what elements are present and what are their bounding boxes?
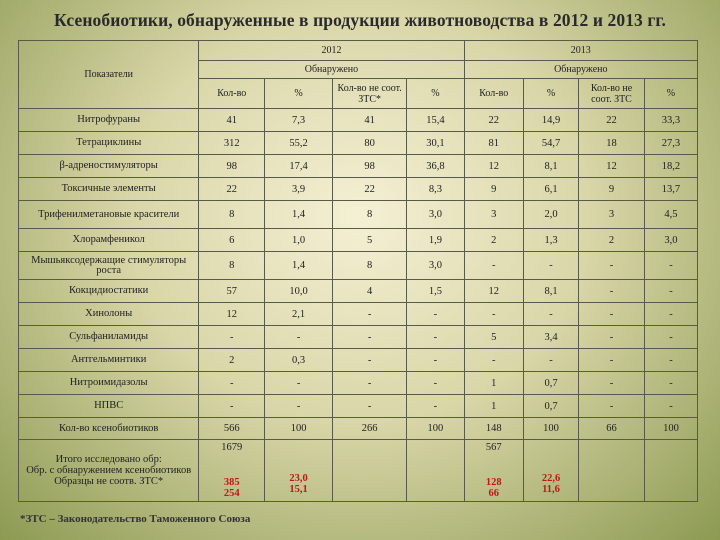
cell: 9 xyxy=(464,178,523,201)
cell: 100 xyxy=(265,418,333,440)
cell: - xyxy=(644,303,697,326)
footnote: *ЗТС – Законодательство Таможенного Союза xyxy=(20,513,251,525)
col-nonconf-2012: Кол-во не соот. ЗТС* xyxy=(333,79,407,109)
cell: 14,9 xyxy=(523,109,578,132)
cell: 3,0 xyxy=(644,229,697,252)
cell: 1,0 xyxy=(265,229,333,252)
cell: - xyxy=(579,326,645,349)
cell: 3,9 xyxy=(265,178,333,201)
row-label: НПВС xyxy=(19,395,199,418)
nonconf-2013: 66 xyxy=(488,488,500,499)
cell: 80 xyxy=(333,132,407,155)
cell: 4,5 xyxy=(644,201,697,229)
totals-label xyxy=(19,440,199,502)
cell: 3,4 xyxy=(523,326,578,349)
table-row-totals xyxy=(19,440,698,502)
table-row xyxy=(19,395,698,418)
col-pct-2012: % xyxy=(265,79,333,109)
cell: - xyxy=(464,303,523,326)
cell: - xyxy=(407,349,464,372)
row-label: Трифенилметановые красители xyxy=(19,201,199,229)
found-2013: 128 xyxy=(485,477,502,488)
totals-empty xyxy=(644,440,697,502)
cell: 1,4 xyxy=(265,201,333,229)
cell: - xyxy=(199,326,265,349)
cell: - xyxy=(644,326,697,349)
cell: 98 xyxy=(199,155,265,178)
totals-2013-count xyxy=(464,440,523,502)
cell: 1 xyxy=(464,395,523,418)
cell: 30,1 xyxy=(407,132,464,155)
cell: 0,3 xyxy=(265,349,333,372)
cell: 3,0 xyxy=(407,201,464,229)
cell: 22 xyxy=(464,109,523,132)
cell: 2 xyxy=(579,229,645,252)
cell: - xyxy=(333,372,407,395)
cell: 54,7 xyxy=(523,132,578,155)
cell: - xyxy=(464,349,523,372)
cell: - xyxy=(644,395,697,418)
cell: 1 xyxy=(464,372,523,395)
cell: 100 xyxy=(644,418,697,440)
header-indicator: Показатели xyxy=(19,41,199,109)
col-count-2013: Кол-во xyxy=(464,79,523,109)
cell: - xyxy=(579,395,645,418)
cell: 66 xyxy=(579,418,645,440)
row-label: Антгельминтики xyxy=(19,349,199,372)
table-row xyxy=(19,252,698,280)
totals-empty xyxy=(407,440,464,502)
cell: 6,1 xyxy=(523,178,578,201)
cell: 10,0 xyxy=(265,280,333,303)
cell: 17,4 xyxy=(265,155,333,178)
nonconf-2012: 254 xyxy=(223,488,240,499)
table-row xyxy=(19,280,698,303)
xenobiotics-table xyxy=(18,40,698,502)
cell: 12 xyxy=(464,155,523,178)
cell: 6 xyxy=(199,229,265,252)
found-pct-2013: 22,6 xyxy=(541,473,561,484)
cell: 33,3 xyxy=(644,109,697,132)
row-label: Тетрациклины xyxy=(19,132,199,155)
cell: - xyxy=(333,326,407,349)
cell: 1,9 xyxy=(407,229,464,252)
total-2012: 1679 xyxy=(221,442,243,453)
cell: 1,5 xyxy=(407,280,464,303)
found-pct-2012: 23,0 xyxy=(289,473,308,484)
page-title: Ксенобиотики, обнаруженные в продукции животноводства в 2012 и 2013 гг. xyxy=(54,10,666,30)
cell: 266 xyxy=(333,418,407,440)
cell: - xyxy=(579,303,645,326)
col-nonconf-2013: Кол-во не соот. ЗТС xyxy=(579,79,645,109)
row-label: Мышьяксодержащие стимуляторы роста xyxy=(19,252,199,280)
cell: 12 xyxy=(464,280,523,303)
cell: - xyxy=(464,252,523,280)
cell: - xyxy=(265,372,333,395)
col-count-2012: Кол-во xyxy=(199,79,265,109)
cell: 8,1 xyxy=(523,280,578,303)
table-row xyxy=(19,201,698,229)
table-row xyxy=(19,132,698,155)
nonconf-pct-2013: 11,6 xyxy=(542,484,560,495)
cell: 36,8 xyxy=(407,155,464,178)
cell: 5 xyxy=(333,229,407,252)
header-year-2013: 2013 xyxy=(464,41,697,61)
row-label: Токсичные элементы xyxy=(19,178,199,201)
nonconf-pct-2012: 15,1 xyxy=(289,484,308,495)
row-label: Кокцидиостатики xyxy=(19,280,199,303)
cell: 566 xyxy=(199,418,265,440)
cell: 3 xyxy=(579,201,645,229)
cell: - xyxy=(523,349,578,372)
cell: - xyxy=(333,349,407,372)
row-label: β-адреностимуляторы xyxy=(19,155,199,178)
row-label: Сульфаниламиды xyxy=(19,326,199,349)
cell: 8 xyxy=(199,252,265,280)
cell: 3,0 xyxy=(407,252,464,280)
cell: 98 xyxy=(333,155,407,178)
cell: 3 xyxy=(464,201,523,229)
cell: 4 xyxy=(333,280,407,303)
cell: - xyxy=(644,280,697,303)
cell: 8 xyxy=(199,201,265,229)
cell: - xyxy=(523,303,578,326)
cell: 18,2 xyxy=(644,155,697,178)
cell: - xyxy=(579,280,645,303)
row-label: Хинолоны xyxy=(19,303,199,326)
totals-2012-pct xyxy=(265,440,333,502)
found-2012: 385 xyxy=(223,477,240,488)
cell: 5 xyxy=(464,326,523,349)
cell: - xyxy=(644,372,697,395)
table-row xyxy=(19,326,698,349)
cell: 22 xyxy=(199,178,265,201)
cell: 22 xyxy=(579,109,645,132)
cell: - xyxy=(333,395,407,418)
cell: 12 xyxy=(579,155,645,178)
cell: - xyxy=(407,303,464,326)
cell: 81 xyxy=(464,132,523,155)
header-year-2012: 2012 xyxy=(199,41,464,61)
cell: 2,1 xyxy=(265,303,333,326)
cell: - xyxy=(199,372,265,395)
table-row xyxy=(19,229,698,252)
cell: - xyxy=(579,252,645,280)
cell: 8 xyxy=(333,252,407,280)
cell: 312 xyxy=(199,132,265,155)
cell: 2 xyxy=(464,229,523,252)
cell: - xyxy=(407,372,464,395)
table-row xyxy=(19,349,698,372)
totals-2013-pct xyxy=(523,440,578,502)
cell: 57 xyxy=(199,280,265,303)
cell: - xyxy=(644,252,697,280)
cell: 8 xyxy=(333,201,407,229)
cell: 0,7 xyxy=(523,372,578,395)
cell: 18 xyxy=(579,132,645,155)
table-row xyxy=(19,155,698,178)
cell: - xyxy=(579,349,645,372)
header-detected-2013: Обнаружено xyxy=(464,61,697,79)
cell: - xyxy=(199,395,265,418)
cell: 2 xyxy=(199,349,265,372)
cell: 0,7 xyxy=(523,395,578,418)
totals-line-2: Обр. с обнаружением ксенобиотиков xyxy=(26,465,192,476)
totals-2012-count xyxy=(199,440,265,502)
table-row xyxy=(19,372,698,395)
cell: 7,3 xyxy=(265,109,333,132)
cell: - xyxy=(579,372,645,395)
cell: 27,3 xyxy=(644,132,697,155)
table-row xyxy=(19,109,698,132)
cell: - xyxy=(407,326,464,349)
totals-line-1: Итого исследовано обр: xyxy=(55,454,162,465)
header-detected-2012: Обнаружено xyxy=(199,61,464,79)
table-row-total-xenobiotics xyxy=(19,418,698,440)
cell: 55,2 xyxy=(265,132,333,155)
row-label: Нитрофураны xyxy=(19,109,199,132)
cell: 148 xyxy=(464,418,523,440)
cell: - xyxy=(333,303,407,326)
cell: 22 xyxy=(333,178,407,201)
cell: 15,4 xyxy=(407,109,464,132)
totals-line-3: Образцы не соотв. ЗТС* xyxy=(54,476,164,487)
table-row xyxy=(19,178,698,201)
col-nonconf-pct-2012: % xyxy=(407,79,464,109)
row-label: Хлорамфеникол xyxy=(19,229,199,252)
row-label: Кол-во ксенобиотиков xyxy=(19,418,199,440)
cell: 2,0 xyxy=(523,201,578,229)
cell: - xyxy=(407,395,464,418)
totals-empty xyxy=(579,440,645,502)
row-label: Нитроимидазолы xyxy=(19,372,199,395)
cell: - xyxy=(265,395,333,418)
cell: 8,3 xyxy=(407,178,464,201)
cell: 8,1 xyxy=(523,155,578,178)
col-nonconf-pct-2013: % xyxy=(644,79,697,109)
cell: 1,3 xyxy=(523,229,578,252)
total-2013: 567 xyxy=(485,442,502,453)
table-row xyxy=(19,303,698,326)
cell: 41 xyxy=(333,109,407,132)
cell: 1,4 xyxy=(265,252,333,280)
cell: 41 xyxy=(199,109,265,132)
cell: 12 xyxy=(199,303,265,326)
cell: 13,7 xyxy=(644,178,697,201)
cell: - xyxy=(644,349,697,372)
cell: 100 xyxy=(407,418,464,440)
cell: - xyxy=(265,326,333,349)
totals-empty xyxy=(333,440,407,502)
cell: 100 xyxy=(523,418,578,440)
cell: - xyxy=(523,252,578,280)
cell: 9 xyxy=(579,178,645,201)
col-pct-2013: % xyxy=(523,79,578,109)
